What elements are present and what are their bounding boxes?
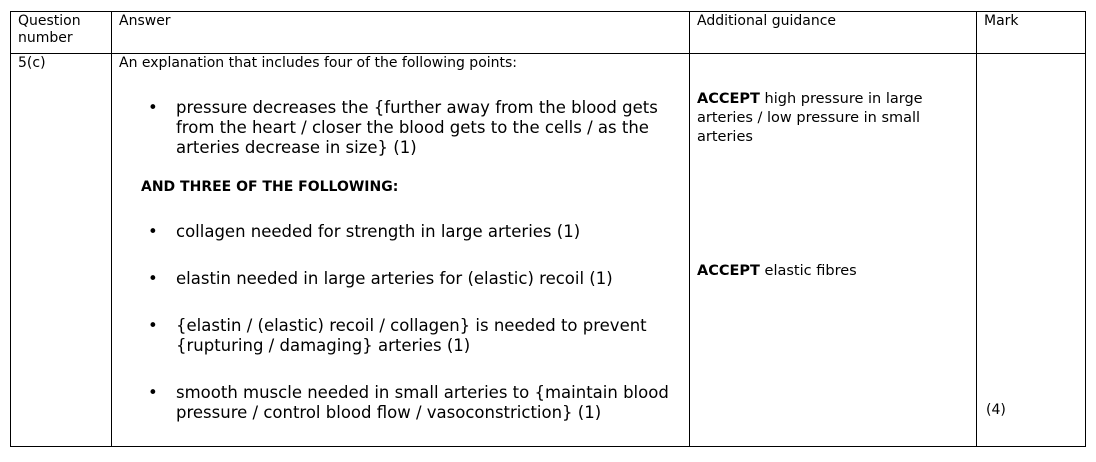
answer-row xyxy=(11,54,1086,447)
point-3-text: {elastin / (elastic) recoil / collagen} is needed to prevent {rupturing / damaging} arteries (1) xyxy=(176,316,647,355)
header-answer xyxy=(112,12,690,54)
header-question-number-text: Question number xyxy=(18,13,81,46)
list-item-point-1 xyxy=(148,222,678,242)
header-answer-text: Answer xyxy=(119,13,171,29)
guidance-note-2 xyxy=(697,262,957,281)
first-point-text: pressure decreases the {further away from the blood gets from the heart / closer the blood gets to the cells / as the arteries decrease in size} (1) xyxy=(176,98,658,157)
point-2-text: elastin needed in large arteries for (elastic) recoil (1) xyxy=(176,269,613,288)
header-question-number xyxy=(11,12,112,54)
bullet-icon: • xyxy=(148,269,158,288)
header-mark xyxy=(977,12,1086,54)
point-1-text: collagen needed for strength in large arteries (1) xyxy=(176,222,581,241)
header-row xyxy=(11,12,1086,54)
question-number: 5(c) xyxy=(18,55,46,71)
bullet-icon: • xyxy=(148,222,158,241)
bullet-icon: • xyxy=(148,98,158,117)
guidance-note-1 xyxy=(697,90,957,147)
list-item-point-4 xyxy=(148,383,678,423)
guidance-note-2-text: elastic fibres xyxy=(759,263,857,279)
answer-intro: An explanation that includes four of the following points: xyxy=(119,55,518,71)
list-item-point-3 xyxy=(148,316,678,356)
accept-keyword: ACCEPT xyxy=(697,263,760,279)
guidance-cell xyxy=(690,54,977,447)
bullet-icon: • xyxy=(148,316,158,335)
list-item-first-point xyxy=(148,98,678,158)
mark-scheme-table xyxy=(10,11,1086,447)
question-number-cell xyxy=(11,54,112,447)
guidance-note-1-text: high pressure in large arteries / low pressure in small arteries xyxy=(697,91,923,145)
header-mark-text: Mark xyxy=(984,13,1019,29)
list-item-point-2 xyxy=(148,269,678,289)
point-4-text: smooth muscle needed in small arteries to {maintain blood pressure / control blood flow / vasoconstriction} (1) xyxy=(176,383,669,422)
header-guidance-text: Additional guidance xyxy=(697,13,837,29)
header-additional-guidance xyxy=(690,12,977,54)
mark-cell xyxy=(977,54,1086,447)
answer-cell xyxy=(112,54,690,447)
mark-value: (4) xyxy=(986,402,1006,418)
accept-keyword: ACCEPT xyxy=(697,91,760,107)
subheading: AND THREE OF THE FOLLOWING: xyxy=(141,179,399,195)
bullet-icon: • xyxy=(148,383,158,402)
